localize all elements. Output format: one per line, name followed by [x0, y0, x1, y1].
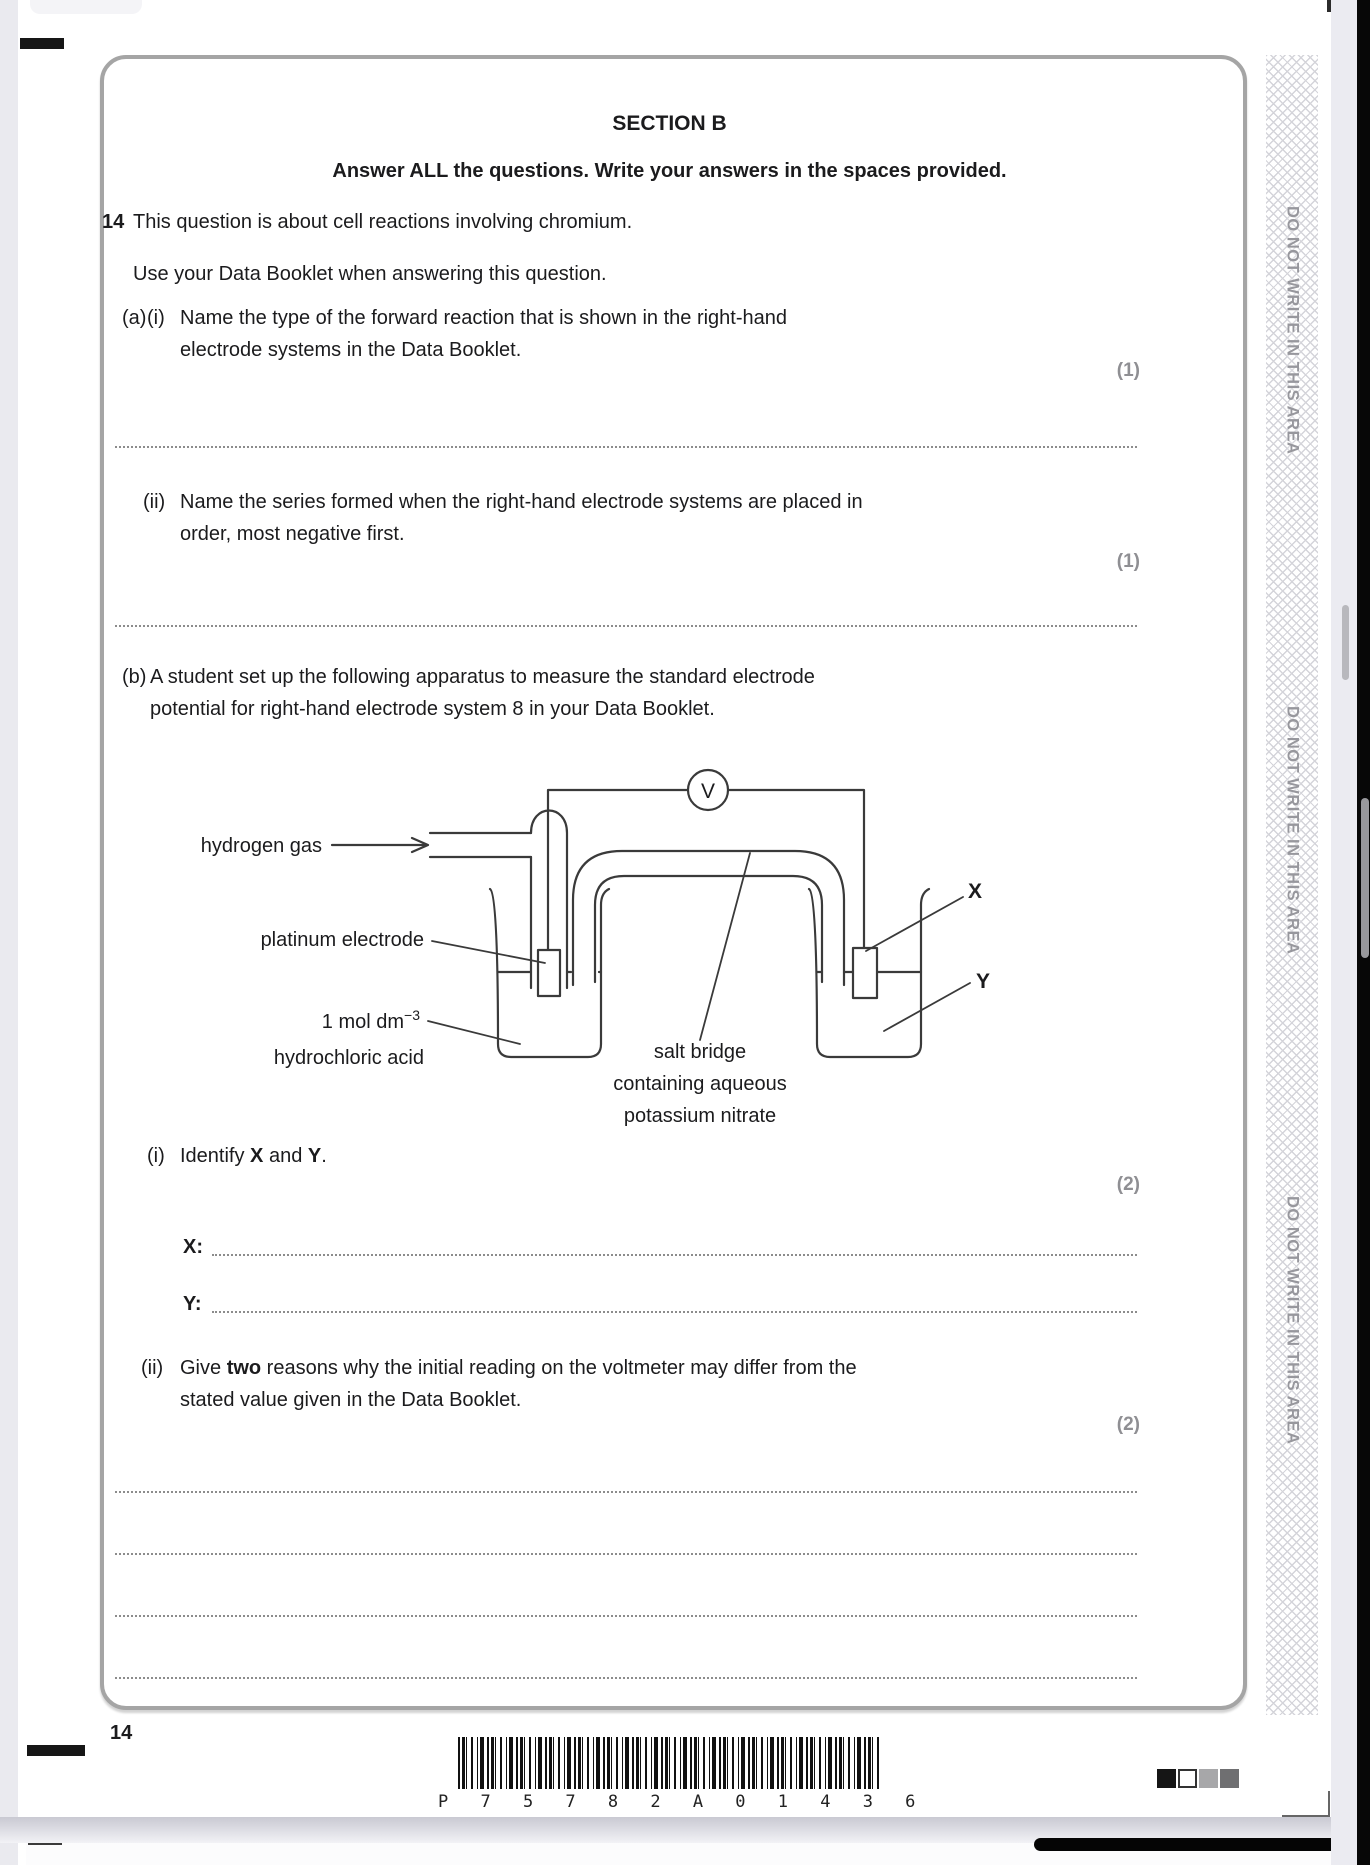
platinum-electrode-shape — [538, 950, 560, 996]
part-b-ii-marks: (2) — [1116, 1414, 1140, 1435]
salt-bridge-label-1: salt bridge — [653, 1041, 747, 1063]
part-a-label: (a) — [122, 307, 147, 329]
part-a-ii-marks: (1) — [1116, 551, 1140, 572]
concentration-superscript: −3 — [404, 1007, 420, 1023]
answer-dotted-line-y — [212, 1311, 1137, 1313]
part-b-i-p2: and — [263, 1145, 308, 1167]
color-swatch — [1220, 1769, 1239, 1788]
viewer-top-tab — [30, 0, 142, 14]
viewer-left-margin — [0, 0, 18, 1865]
part-b-ii-bold: two — [226, 1357, 262, 1379]
part-b-line1: A student set up the following apparatus to measure the standard electrode — [150, 666, 815, 688]
field-y-label: Y: — [183, 1293, 202, 1315]
answer-dotted-line — [115, 1553, 1137, 1555]
color-swatch — [1178, 1769, 1197, 1788]
part-a-i-line2: electrode systems in the Data Booklet. — [180, 339, 522, 361]
bottom-black-band — [1034, 1838, 1370, 1851]
label-pointer-lines — [428, 853, 970, 1044]
apparatus-diagram — [200, 765, 1000, 1127]
question-number: 14 — [102, 211, 125, 233]
page-edge-tick — [1327, 0, 1331, 12]
do-not-write-strip — [1266, 55, 1318, 1715]
label-y: Y — [976, 970, 991, 993]
part-b-i-p3: . — [321, 1145, 327, 1167]
part-b-label: (b) — [122, 666, 147, 688]
scrollbar-thumb-dark[interactable] — [1361, 798, 1369, 958]
print-color-swatches — [1157, 1769, 1239, 1788]
question-note: Use your Data Booklet when answering this question. — [133, 263, 607, 285]
answer-dotted-line — [115, 1615, 1137, 1617]
do-not-write-watermark: DO NOT WRITE IN THIS AREA — [1283, 705, 1302, 955]
part-b-ii-p1: Give — [180, 1357, 227, 1379]
page-corner-mark-horizontal — [1282, 1815, 1330, 1817]
do-not-write-watermark: DO NOT WRITE IN THIS AREA — [1283, 205, 1302, 455]
barcode-text: P 7 5 7 8 2 A 0 1 4 3 6 — [438, 1792, 927, 1812]
part-a-i-line1: Name the type of the forward reaction that is shown in the right-hand — [180, 307, 788, 329]
platinum-electrode-label: platinum electrode — [260, 929, 424, 951]
scrollbar-thumb-light[interactable] — [1342, 605, 1349, 680]
color-swatch — [1157, 1769, 1176, 1788]
part-b-i-p1: Identify — [180, 1145, 251, 1167]
print-registration-mark-bottom — [27, 1745, 85, 1756]
part-b-ii-label: (ii) — [141, 1357, 164, 1379]
answer-dotted-line — [115, 625, 1137, 627]
gas-flow-arrow-icon — [332, 838, 428, 852]
answer-dotted-line — [115, 446, 1137, 448]
voltmeter-label: V — [700, 780, 716, 803]
part-a-ii-line1: Name the series formed when the right-hand electrode systems are placed in — [180, 491, 863, 513]
concentration-label — [322, 1007, 420, 1033]
page-number: 14 — [110, 1722, 133, 1744]
salt-bridge-outer — [573, 851, 844, 985]
part-b-i-text — [180, 1143, 327, 1169]
next-page-corner-mark — [28, 1843, 62, 1845]
part-b-i-marks: (2) — [1116, 1174, 1140, 1195]
acid-label: hydrochloric acid — [273, 1047, 424, 1069]
section-instruction: Answer ALL the questions. Write your answers in the spaces provided. — [332, 160, 1007, 182]
part-a-i-marks: (1) — [1116, 360, 1140, 381]
part-a-i-label: (i) — [147, 307, 165, 329]
page-corner-mark-vertical — [1328, 1791, 1330, 1817]
label-x: X — [968, 880, 983, 903]
field-x-label: X: — [183, 1236, 203, 1258]
gas-inlet-arm — [430, 833, 531, 857]
part-b-line2: potential for right-hand electrode system 8 in your Data Booklet. — [150, 698, 715, 720]
question-intro: This question is about cell reactions involving chromium. — [133, 211, 633, 233]
hydrogen-gas-label: hydrogen gas — [200, 835, 322, 857]
part-b-ii-line1 — [180, 1355, 857, 1381]
part-a-ii-label: (ii) — [143, 491, 166, 513]
do-not-write-watermark: DO NOT WRITE IN THIS AREA — [1283, 1195, 1302, 1445]
concentration-text: 1 mol dm — [321, 1011, 405, 1033]
answer-dotted-line — [115, 1491, 1137, 1493]
part-b-i-x: X — [250, 1145, 264, 1167]
color-swatch — [1199, 1769, 1218, 1788]
answer-dotted-line-x — [212, 1254, 1137, 1256]
part-b-ii-line2: stated value given in the Data Booklet. — [180, 1389, 522, 1411]
print-registration-mark-top — [20, 38, 64, 49]
part-a-ii-line2: order, most negative first. — [180, 523, 405, 545]
part-b-i-y: Y — [307, 1145, 322, 1167]
salt-bridge-label-2: containing aqueous — [613, 1073, 787, 1095]
salt-bridge-inner — [595, 876, 822, 982]
viewer-right-gutter — [1331, 0, 1357, 1865]
section-title: SECTION B — [612, 112, 727, 135]
barcode — [458, 1737, 883, 1789]
salt-bridge-label-3: potassium nitrate — [623, 1105, 777, 1127]
part-b-i-label: (i) — [147, 1145, 165, 1167]
electrode-x-shape — [853, 948, 877, 998]
answer-dotted-line — [115, 1677, 1137, 1679]
part-b-ii-p2: reasons why the initial reading on the voltmeter may differ from the — [261, 1357, 857, 1379]
